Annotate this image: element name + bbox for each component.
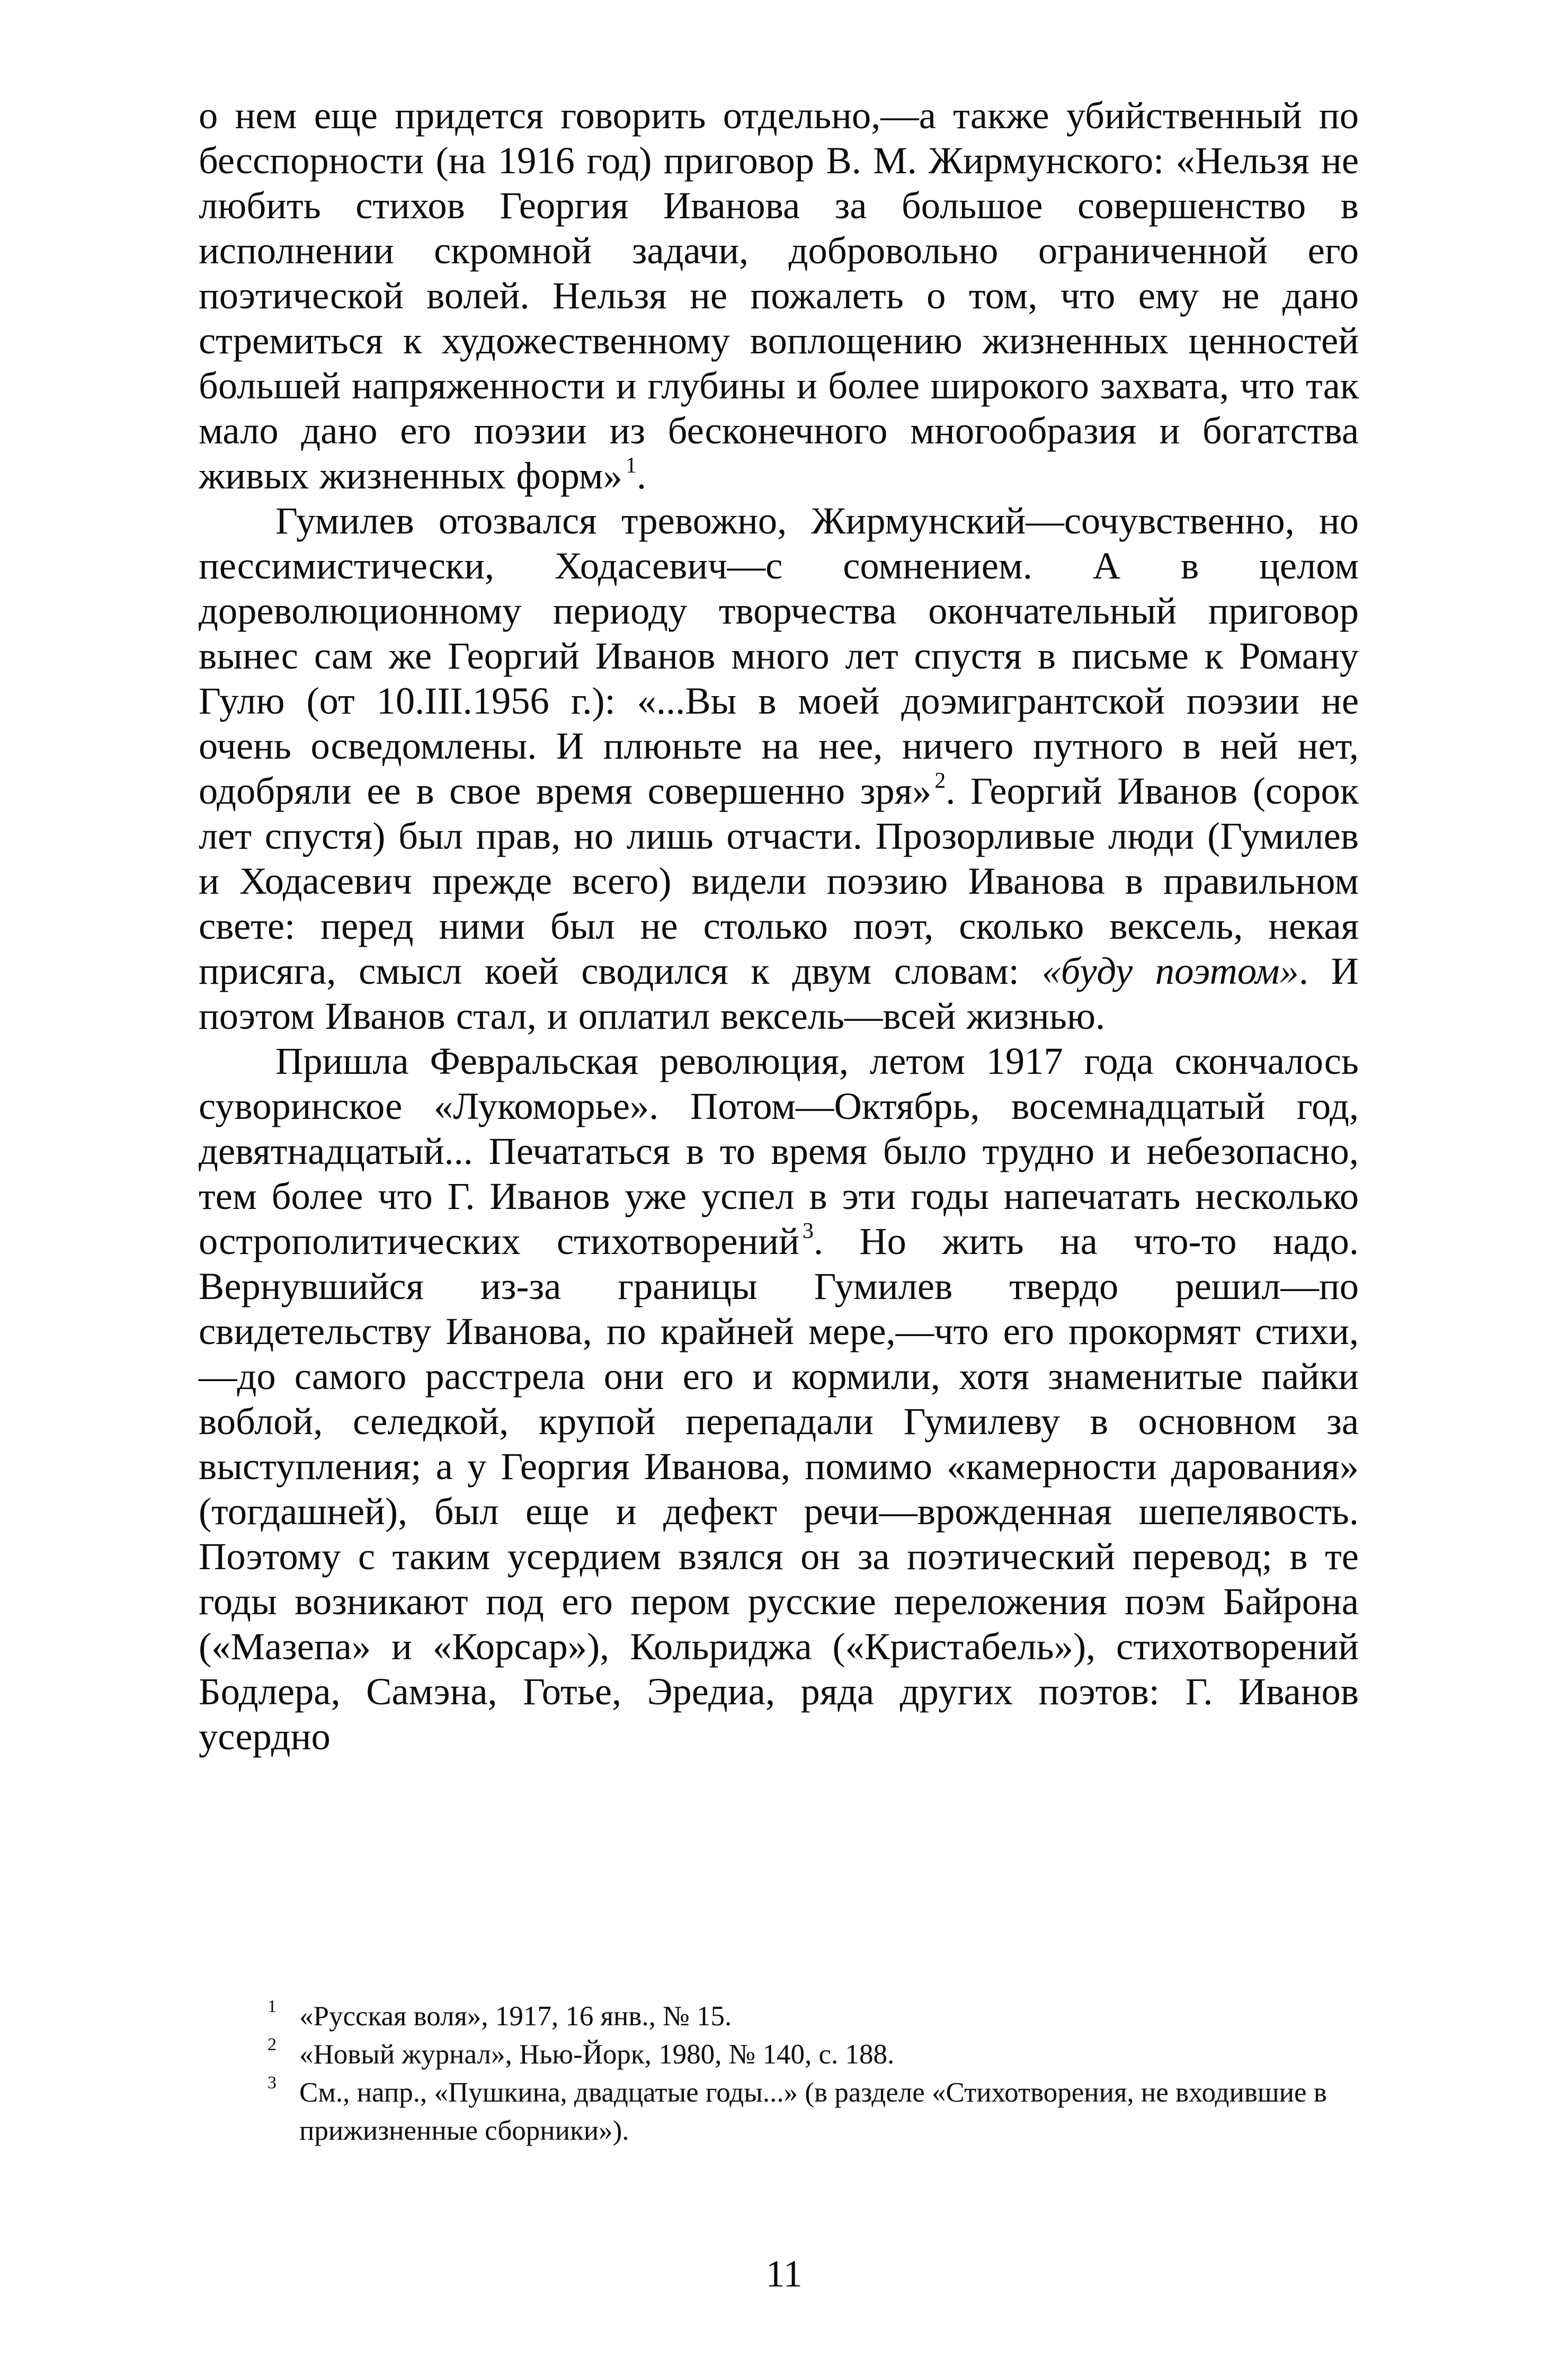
paragraph-2 <box>199 498 1359 1038</box>
footnote-1 <box>268 1997 1364 2035</box>
footnote-2 <box>268 2035 1364 2074</box>
paragraph-3-text-b: . Но жить на что-то надо. Вернувшийся из-за границы Гумилев твердо решил—по свидетельству Иванова, по крайней мере,—что его прокормят стихи,—до самого расстрела они его и кормили, хотя знаменитые пайки воблой, селедкой, крупой перепадали Гумилеву в основном за выступления; а у Георгия Иванова, помимо «камерности дарования» (тогдашней), был еще и дефект речи—врожденная шепелявость. Поэтому с таким усердием взялся он за поэтический перевод; в те годы возникают под его пером русские переложения поэм Байрона («Мазепа» и «Корсар»), Кольриджа («Кристабель»), стихотворений Бодлера, Самэна, Готье, Эредиа, ряда других поэтов: Г. Иванов усердно <box>199 1220 1359 1758</box>
footnote-2-number: 2 <box>268 2035 277 2054</box>
footnote-3 <box>268 2074 1364 2150</box>
footnote-ref-2: 2 <box>934 769 946 793</box>
paragraph-1-tail: . <box>636 454 647 497</box>
footnote-3-text: См., напр., «Пушкина, двадцатые годы...» (в разделе «Стихотворения, не входившие в прижизненные сборники»). <box>299 2077 1327 2146</box>
footnote-ref-3: 3 <box>802 1219 814 1243</box>
paragraph-3 <box>199 1038 1359 1759</box>
footnote-3-number: 3 <box>268 2073 277 2093</box>
page-number: 11 <box>765 2253 803 2295</box>
footnote-1-number: 1 <box>268 1997 277 2016</box>
paragraph-2-emphasis: «буду поэтом» <box>1041 949 1299 992</box>
paragraph-2-text-c: . И поэтом Иванов стал, и оплатил вексель—всей жизнью. <box>199 949 1359 1037</box>
paragraph-1 <box>199 93 1359 498</box>
paragraph-3-text-a: Пришла Февральская революция, летом 1917 года скончалось суворинское «Лукоморье». Потом—Октябрь, восемнадцатый год, девятнадцатый... Печататься в то время было трудно и небезопасно, тем более что Г. Иванов уже успел в эти годы напечатать несколько острополитических стихотворений <box>199 1039 1359 1262</box>
footnote-1-text: «Русская воля», 1917, 16 янв., № 15. <box>299 2001 732 2032</box>
paragraph-2-text-a: Гумилев отозвался тревожно, Жирмунский—сочувственно, но пессимистически, Ходасевич—с сомнением. А в целом дореволюционному периоду творчества окончательный приговор вынес сам же Георгий Иванов много лет спустя в письме к Роману Гулю (от 10.III.1956 г.): «...Вы в моей доэмигрантской поэзии не очень осведомлены. И плюньте на нее, ничего путного в ней нет, одобряли ее в свое время совершенно зря» <box>199 499 1359 812</box>
paragraph-1-text: о нем еще придется говорить отдельно,—а также убийственный по бесспорности (на 1916 год) приговор В. М. Жирмунского: «Нельзя не любить стихов Георгия Иванова за большое совершенство в исполнении скромной задачи, добровольно ограниченной его поэтической волей. Нельзя не пожалеть о том, что ему не дано стремиться к художественному воплощению жизненных ценностей большей напряженности и глубины и более широкого захвата, что так мало дано его поэзии из бесконечного многообразия и богатства живых жизненных форм» <box>199 94 1359 497</box>
footnotes <box>268 1997 1364 2150</box>
footnote-2-text: «Новый журнал», Нью-Йорк, 1980, № 140, с. 188. <box>299 2039 895 2070</box>
paragraph-2-text-b: . Георгий Иванов (сорок лет спустя) был прав, но лишь отчасти. Прозорливые люди (Гумилев и Ходасевич прежде всего) видели поэзию Иванова в правильном свете: перед ними был не столько поэт, сколько вексель, некая присяга, смысл коей сводился к двум словам: <box>199 769 1359 992</box>
footnote-ref-1: 1 <box>625 453 637 478</box>
main-text <box>199 93 1359 1759</box>
